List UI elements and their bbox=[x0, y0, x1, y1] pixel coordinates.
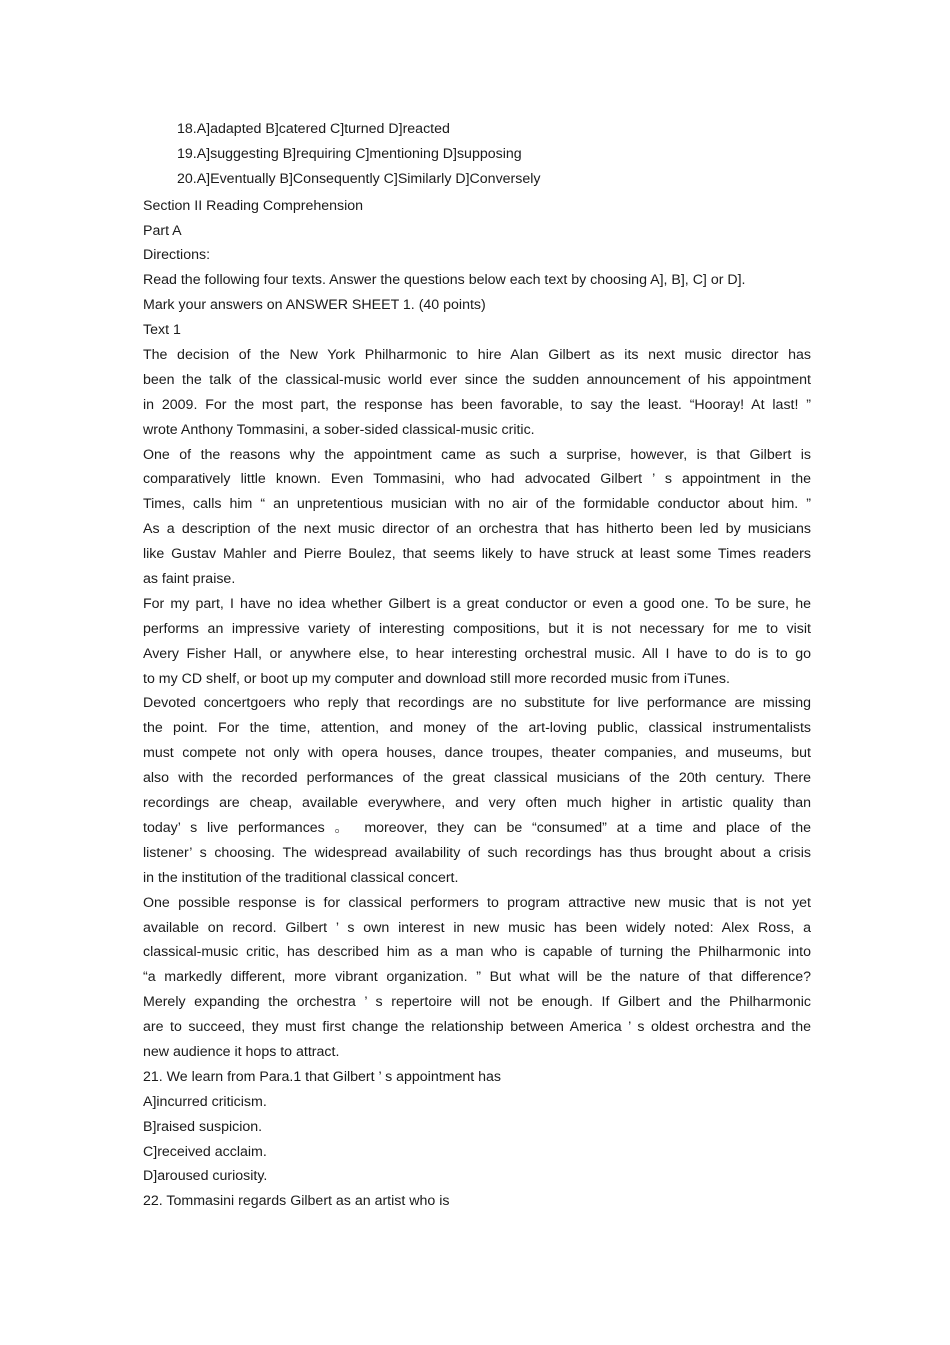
question-21 bbox=[143, 1065, 811, 1189]
paragraph-line: Devoted concertgoers who reply that recordings are no substitute for live performance are missing bbox=[143, 695, 811, 712]
document-page bbox=[143, 117, 811, 1214]
question-22 bbox=[143, 1189, 811, 1214]
question-stem: 22. Tommasini regards Gilbert as an artist who is bbox=[143, 1193, 450, 1210]
question-stem: 21. We learn from Para.1 that Gilbert ’ s appointment has bbox=[143, 1068, 502, 1085]
paragraph-line: One possible response is for classical performers to program attractive new music that is not yet bbox=[143, 894, 811, 911]
paragraph-line: classical-music critic, has described him as a man who is capable of turning the Philharmonic into bbox=[143, 944, 811, 961]
paragraph-line: As a description of the next music director of an orchestra that has hitherto been led by musicians bbox=[143, 521, 811, 538]
answer-option-c: C]received acclaim. bbox=[143, 1143, 267, 1160]
paragraph-line: in 2009. For the most part, the response has been favorable, to say the least. “Hooray! At last! ” bbox=[143, 396, 811, 413]
part-label: Part A bbox=[143, 222, 182, 239]
paragraph-line: For my part, I have no idea whether Gilbert is a great conductor or even a good one. To be sure, he bbox=[143, 595, 811, 612]
paragraph-line: in the institution of the traditional classical concert. bbox=[143, 869, 459, 886]
paragraph-5 bbox=[143, 891, 811, 1065]
paragraph-line: are to succeed, they must first change the relationship between America ’ s oldest orchestra and the bbox=[143, 1019, 811, 1036]
answer-option-b: B]raised suspicion. bbox=[143, 1118, 263, 1135]
paragraph-line: the point. For the time, attention, and money of the art-loving public, classical instrumentalists bbox=[143, 720, 811, 737]
paragraph-line: recordings are cheap, available everywhere, and very often much higher in artistic quality than bbox=[143, 795, 811, 812]
directions-line: Read the following four texts. Answer the questions below each text by choosing A], B], C] or D]. bbox=[143, 272, 746, 289]
paragraph-2 bbox=[143, 443, 811, 592]
paragraph-line: Avery Fisher Hall, or anywhere else, to hear interesting orchestral music. All I have to do is to go bbox=[143, 645, 811, 662]
paragraph-line: must compete not only with opera houses, dance troupes, theater companies, and museums, but bbox=[143, 745, 811, 762]
paragraph-line: new audience it hops to attract. bbox=[143, 1043, 340, 1060]
paragraph-line: comparatively little known. Even Tommasini, who had advocated Gilbert ’ s appointment in the bbox=[143, 471, 811, 488]
option-line-20: 20.A]Eventually B]Consequently C]Similarly D]Conversely bbox=[177, 170, 541, 187]
paragraph-line: to my CD shelf, or boot up my computer and download still more recorded music from iTunes. bbox=[143, 670, 730, 687]
paragraph-line: Merely expanding the orchestra ’ s repertoire will not be enough. If Gilbert and the Philharmonic bbox=[143, 994, 811, 1011]
paragraph-line: performs an impressive variety of interesting compositions, but it is not necessary for me to visit bbox=[143, 620, 811, 637]
paragraph-line: Times, calls him “ an unpretentious musician with no air of the formidable conductor about him. ” bbox=[143, 496, 811, 513]
option-line-19: 19.A]suggesting B]requiring C]mentioning D]supposing bbox=[177, 145, 522, 162]
paragraph-line: like Gustav Mahler and Pierre Boulez, that seems likely to have struck at least some Times readers bbox=[143, 546, 811, 563]
paragraph-line: The decision of the New York Philharmonic to hire Alan Gilbert as its next music director has bbox=[143, 347, 811, 364]
paragraph-line: One of the reasons why the appointment came as such a surprise, however, is that Gilbert is bbox=[143, 446, 811, 463]
option-line-18: 18.A]adapted B]catered C]turned D]reacted bbox=[177, 121, 450, 137]
directions-line: Mark your answers on ANSWER SHEET 1. (40 points) bbox=[143, 297, 486, 314]
paragraph-line: listener’ s choosing. The widespread availability of such recordings has thus brought about a crisis bbox=[143, 844, 811, 861]
paragraph-line: as faint praise. bbox=[143, 571, 236, 588]
paragraph-line: available on record. Gilbert ’ s own interest in new music has been widely noted: Alex Ross, a bbox=[143, 919, 811, 936]
paragraph-line: also with the recorded performances of the great classical musicians of the 20th century. There bbox=[143, 770, 811, 787]
paragraph-1 bbox=[143, 343, 811, 443]
text-label: Text 1 bbox=[143, 322, 181, 339]
paragraph-4 bbox=[143, 691, 811, 890]
paragraph-line: “a markedly different, more vibrant organization. ” But what will be the nature of that difference? bbox=[143, 969, 811, 986]
paragraph-line: wrote Anthony Tommasini, a sober-sided classical-music critic. bbox=[143, 421, 535, 438]
paragraph-3 bbox=[143, 592, 811, 692]
answer-option-d: D]aroused curiosity. bbox=[143, 1168, 268, 1185]
paragraph-line: been the talk of the classical-music world ever since the sudden announcement of his appointment bbox=[143, 371, 811, 388]
section-title: Section II Reading Comprehension bbox=[143, 197, 364, 214]
answer-option-a: A]incurred criticism. bbox=[143, 1093, 267, 1110]
paragraph-line: today’ s live performances 。 moreover, they can be “consumed” at a time and place of the bbox=[143, 819, 811, 836]
directions-label: Directions: bbox=[143, 247, 211, 264]
